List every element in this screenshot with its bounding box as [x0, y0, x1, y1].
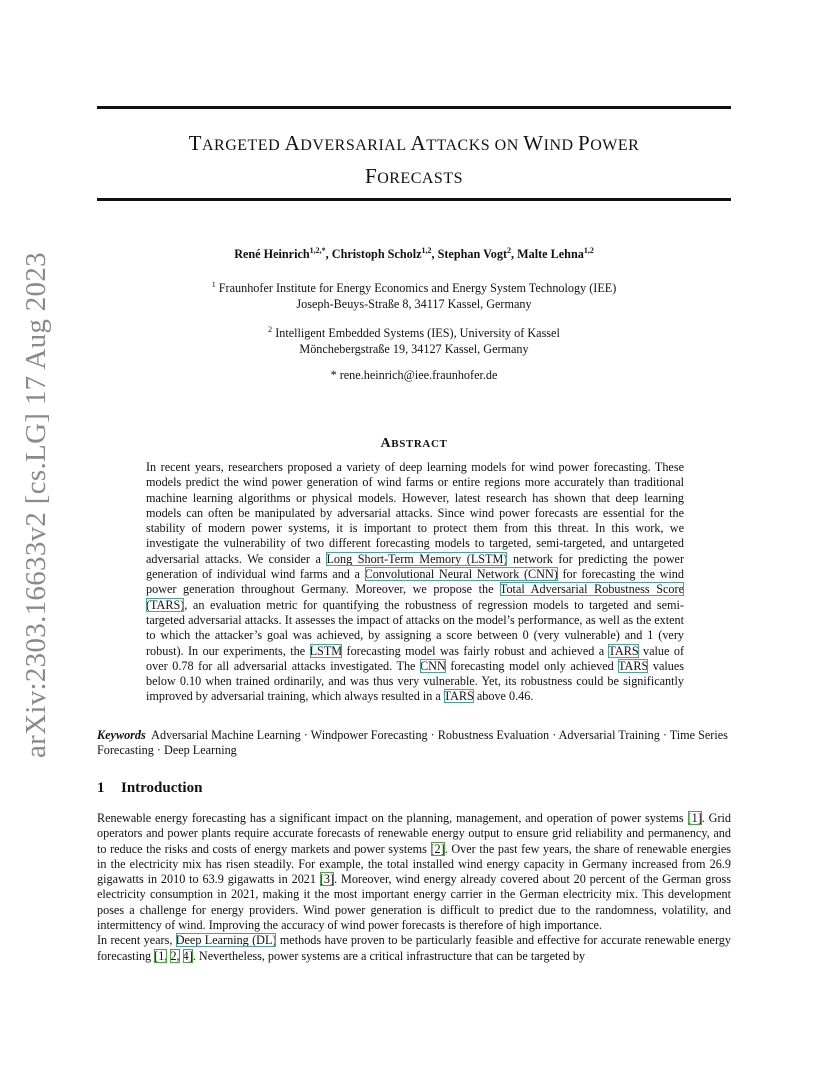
affiliation-2-address: Mönchebergstraße 19, 34127 Kassel, Germany — [299, 342, 529, 357]
title-line-1-word-4-rest: OWER — [590, 137, 640, 154]
title-line-1 — [97, 128, 731, 161]
intro-citation-link[interactable]: [2] — [430, 841, 445, 856]
intro-text: In recent years, — [97, 933, 176, 948]
abstract-text: for forecasting the wind power generation throughout Germany. Moreover, we propose the — [146, 567, 684, 597]
abstract-text: forecasting model only achieved — [445, 658, 619, 673]
author-0 — [234, 247, 325, 261]
abstract-acronym-link[interactable]: TARS — [608, 643, 639, 658]
abstract-text: value of over 0.78 for all adversarial attacks investigated. The — [146, 643, 684, 673]
intro-citation-link[interactable]: [1] — [687, 811, 702, 825]
author-1 — [332, 247, 432, 261]
title-line-1-word-2-cap: A — [410, 131, 427, 155]
title-line-1-word-3-cap: W — [523, 131, 544, 155]
introduction-body — [97, 811, 731, 964]
affiliation-1-marker: 1 — [211, 280, 216, 289]
title-line-1-word-1-cap: A — [284, 131, 301, 155]
title-line-2 — [97, 161, 731, 194]
intro-citation-link[interactable]: [1, — [154, 948, 168, 963]
affiliation-1 — [97, 277, 731, 312]
intro-paragraph-2 — [97, 933, 731, 964]
section-heading — [97, 780, 202, 797]
author-name: Christoph Scholz — [331, 247, 422, 262]
intro-citation-link[interactable]: 2, — [170, 948, 180, 963]
intro-text: . Moreover, wind energy already covered about 20 percent of the German gross electricity consumption in 2021, making it the most important energy carrier in the German electricity mix. This development poses a challenge for energy providers. Wind power generation is difficult to predict due to the randomness, volatility, and intermittency of wind. Improving the accuracy of wind power forecasts is therefore of high importance. — [97, 872, 731, 933]
keywords — [97, 728, 731, 759]
title-line-2-word-0-rest: ORECASTS — [377, 170, 463, 187]
title-line-1-word-3-rest: IND — [543, 137, 579, 154]
author-affiliation-marker: 1,2 — [583, 246, 594, 255]
abstract-acronym-link[interactable]: Convolutional Neural Network (CNN) — [364, 567, 558, 582]
abstract-heading-rest: BSTRACT — [391, 438, 448, 450]
affiliation-1-name: Fraunhofer Institute for Energy Economics and Energy System Technology (IEE) — [218, 281, 617, 296]
author-3 — [517, 247, 594, 261]
intro-text: Renewable energy forecasting has a significant impact on the planning, management, and operation of power systems — [97, 811, 688, 825]
title-line-1-word-1-rest: DVERSARIAL — [300, 137, 411, 154]
author-name: René Heinrich — [234, 247, 310, 262]
abstract-text: forecasting model was fairly robust and achieved a — [342, 643, 609, 658]
abstract-text — [146, 460, 684, 705]
title-line-1-word-4-cap: P — [578, 131, 591, 155]
abstract-acronym-link[interactable]: Total Adversarial Robustness Score (TARS) — [146, 582, 684, 612]
author-affiliation-marker: 1,2 — [421, 246, 432, 255]
author-name: Stephan Vogt — [437, 247, 508, 262]
intro-paragraph-1 — [97, 811, 731, 933]
affiliation-2-marker: 2 — [268, 325, 273, 334]
title-line-1-word-0-rest: ARGETED — [201, 137, 285, 154]
abstract-acronym-link[interactable]: TARS — [443, 689, 474, 704]
author-2 — [438, 247, 511, 261]
abstract-text: In recent years, researchers proposed a variety of deep learning models for wind power forecasting. These models predict the wind power generation of wind farms or entire regions more accurately than traditional machine learning algorithms or physical models. However, latest research has shown that deep learning models can often be manipulated by adversarial attacks. Since wind power forecasts are essential for the stability of modern power systems, it is important to protect them from this threat. In this work, we investigate the vulnerability of two different forecasting models to targeted, semi-targeted, and untargeted adversarial attacks. We consider a — [146, 460, 684, 566]
title-line-2-word-0-cap: F — [365, 164, 378, 188]
abstract-acronym-link[interactable]: CNN — [420, 658, 446, 673]
section-title: Introduction — [121, 780, 203, 796]
abstract-text: , an evaluation metric for quantifying the robustness of regression models to targeted and semi-targeted adversarial attacks. It assesses the impact of attacks on the model’s performance, as well as the extent to which the attacker’s goal was achieved, by assigning a score between 0 (very vulnerable) and 1 (very robust). In our experiments, the — [146, 597, 684, 658]
title-line-1-word-0-cap: T — [188, 131, 202, 155]
arxiv-identifier: arXiv:2303.16633v2 [cs.LG] 17 Aug 2023 — [20, 252, 52, 758]
intro-text: . Nevertheless, power systems are a critical infrastructure that can be targeted by — [192, 948, 586, 963]
abstract-acronym-link[interactable]: TARS — [618, 658, 649, 673]
title-bottom-rule — [97, 198, 731, 201]
paper-title — [97, 128, 731, 194]
affiliation-2 — [97, 322, 731, 357]
affiliation-1-address: Joseph-Beuys-Straße 8, 34117 Kassel, Germany — [296, 297, 532, 312]
corresponding-email[interactable]: * rene.heinrich@iee.fraunhofer.de — [330, 368, 498, 382]
abstract-acronym-link[interactable]: LSTM — [309, 643, 343, 658]
author-list: René Heinrich$^{1,2,*}$, Christoph Scholz$^{1,2}$, Stephan Vogt$^2$, Malte Lehna$^{1,2}$ — [234, 246, 594, 262]
abstract-acronym-link[interactable]: Long Short-Term Memory (LSTM) — [326, 551, 508, 566]
abstract-heading-cap: A — [380, 436, 392, 451]
keywords-list: Adversarial Machine Learning · Windpower Forecasting · Robustness Evaluation · Adversarial Training · Time Series Forecasting · Deep Learning — [97, 728, 728, 758]
intro-text: . Grid operators and power plants require accurate forecasts of renewable energy output to ensure grid reliability and permanency, and to reduce the risks and costs of energy markets and power systems — [97, 811, 732, 856]
author-affiliation-marker: 2 — [507, 246, 512, 255]
section-number: 1 — [97, 780, 105, 796]
intro-citation-link[interactable]: 4] — [182, 948, 193, 963]
intro-text: . Over the past few years, the share of renewable energies in the electricity mix has risen steadily. For example, the total installed wind energy capacity in Germany increased from 26.9 gigawatts in 2010 to 63.9 gigawatts in 2021 — [97, 841, 731, 887]
abstract-text: above 0.46. — [473, 689, 534, 704]
abstract-text: network for predicting the power generation of individual wind farms and a — [146, 551, 685, 582]
intro-citation-link[interactable]: [3] — [319, 872, 335, 887]
title-top-rule — [97, 106, 731, 109]
author-name: Malte Lehna — [517, 247, 584, 262]
abstract-text: values below 0.10 when trained ordinarily, and was thus very vulnerable. Yet, its robustness could be significantly improved by adversarial training, which always resulted in a — [146, 658, 685, 704]
abstract-heading — [97, 436, 731, 452]
keywords-label: Keywords — [97, 728, 146, 742]
author-affiliation-marker: 1,2,* — [309, 246, 326, 255]
intro-text: methods have proven to be particularly feasible and effective for accurate renewable energy forecasting — [97, 933, 731, 963]
affiliation-2-name: Intelligent Embedded Systems (IES), University of Kassel — [275, 326, 560, 341]
intro-acronym-link[interactable]: Deep Learning (DL) — [175, 933, 277, 948]
title-line-1-word-2-rest: TTACKS ON — [426, 137, 524, 154]
